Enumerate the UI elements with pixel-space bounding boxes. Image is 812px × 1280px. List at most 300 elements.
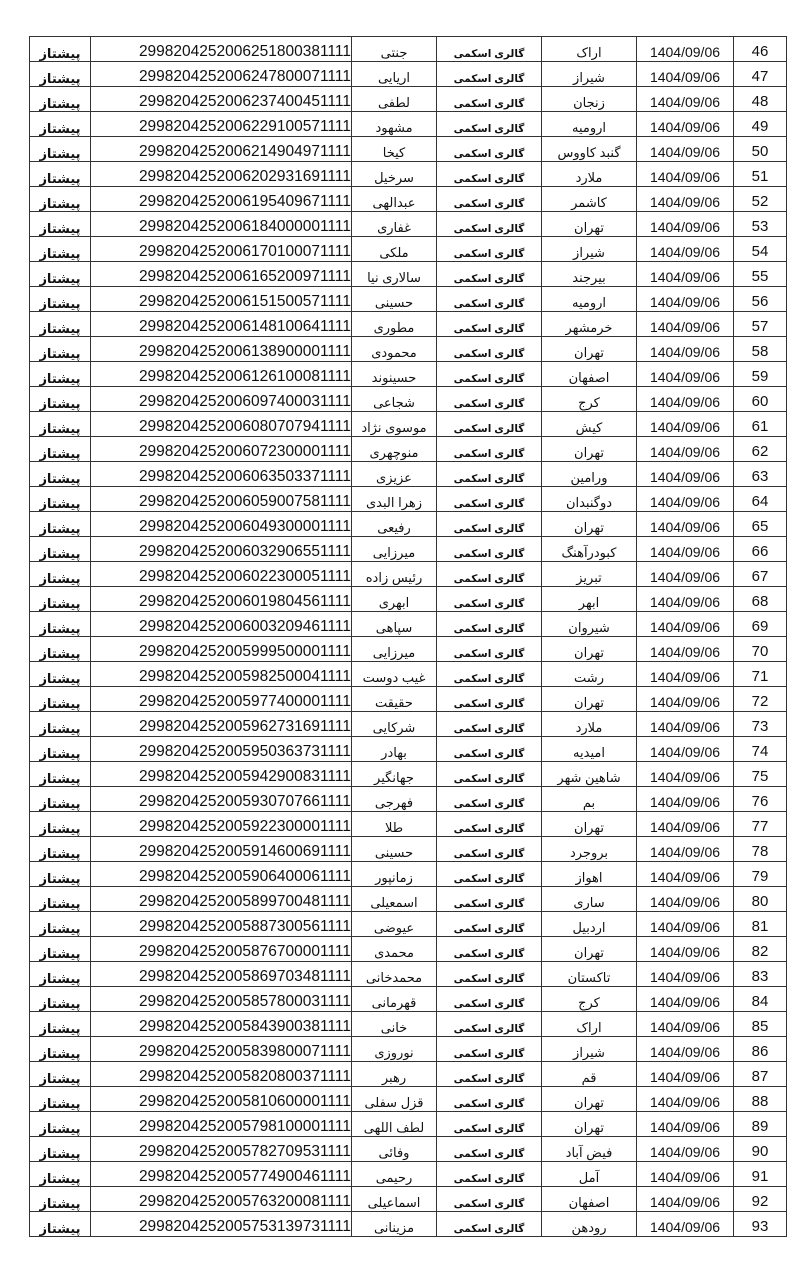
row-number-cell: 90: [734, 1137, 787, 1162]
sender-gallery-cell: گالری اسکمی: [437, 387, 542, 412]
sender-gallery-cell: گالری اسکمی: [437, 237, 542, 262]
city-cell: تهران: [542, 812, 637, 837]
tracking-code-cell: 2998204252005899700481111: [91, 887, 352, 912]
table-row: [30, 187, 787, 212]
sender-gallery-cell: گالری اسکمی: [437, 562, 542, 587]
table-row: [30, 612, 787, 637]
tracking-code-cell: 2998204252005839800071111: [91, 1037, 352, 1062]
row-number-cell: 81: [734, 912, 787, 937]
sender-gallery-cell: گالری اسکمی: [437, 187, 542, 212]
date-cell: 1404/09/06: [637, 962, 734, 987]
tracking-code-cell: 2998204252006237400451111: [91, 87, 352, 112]
tracking-code-cell: 2998204252005843900381111: [91, 1012, 352, 1037]
post-type-cell: پیشتاز: [30, 637, 91, 662]
recipient-name-cell: شرکایی: [352, 712, 437, 737]
city-cell: کبودرآهنگ: [542, 537, 637, 562]
recipient-name-cell: موسوی نژاد: [352, 412, 437, 437]
row-number-cell: 69: [734, 612, 787, 637]
city-cell: زنجان: [542, 87, 637, 112]
row-number-cell: 71: [734, 662, 787, 687]
recipient-name-cell: منوچهری: [352, 437, 437, 462]
row-number-cell: 74: [734, 737, 787, 762]
row-number-cell: 53: [734, 212, 787, 237]
city-cell: اراک: [542, 37, 637, 62]
table-row: [30, 1062, 787, 1087]
sender-gallery-cell: گالری اسکمی: [437, 162, 542, 187]
row-number-cell: 46: [734, 37, 787, 62]
row-number-cell: 76: [734, 787, 787, 812]
sender-gallery-cell: گالری اسکمی: [437, 487, 542, 512]
date-cell: 1404/09/06: [637, 512, 734, 537]
table-row: [30, 1087, 787, 1112]
tracking-code-cell: 2998204252005857800031111: [91, 987, 352, 1012]
post-type-cell: پیشتاز: [30, 62, 91, 87]
date-cell: 1404/09/06: [637, 1087, 734, 1112]
post-type-cell: پیشتاز: [30, 262, 91, 287]
recipient-name-cell: نوروزی: [352, 1037, 437, 1062]
recipient-name-cell: سرخیل: [352, 162, 437, 187]
post-type-cell: پیشتاز: [30, 962, 91, 987]
row-number-cell: 82: [734, 937, 787, 962]
post-type-cell: پیشتاز: [30, 162, 91, 187]
tracking-code-cell: 2998204252005906400061111: [91, 862, 352, 887]
tracking-code-cell: 2998204252006049300001111: [91, 512, 352, 537]
date-cell: 1404/09/06: [637, 187, 734, 212]
table-row: [30, 537, 787, 562]
sender-gallery-cell: گالری اسکمی: [437, 1062, 542, 1087]
sender-gallery-cell: گالری اسکمی: [437, 362, 542, 387]
date-cell: 1404/09/06: [637, 887, 734, 912]
table-row: [30, 737, 787, 762]
table-row: [30, 212, 787, 237]
recipient-name-cell: شجاعی: [352, 387, 437, 412]
row-number-cell: 61: [734, 412, 787, 437]
recipient-name-cell: جنتی: [352, 37, 437, 62]
shipment-table: [29, 36, 787, 1237]
tracking-code-cell: 2998204252005869703481111: [91, 962, 352, 987]
table-body: [30, 37, 787, 1237]
row-number-cell: 63: [734, 462, 787, 487]
city-cell: تبریز: [542, 562, 637, 587]
row-number-cell: 64: [734, 487, 787, 512]
post-type-cell: پیشتاز: [30, 1137, 91, 1162]
city-cell: کیش: [542, 412, 637, 437]
post-type-cell: پیشتاز: [30, 587, 91, 612]
row-number-cell: 72: [734, 687, 787, 712]
tracking-code-cell: 2998204252006151500571111: [91, 287, 352, 312]
post-type-cell: پیشتاز: [30, 937, 91, 962]
sender-gallery-cell: گالری اسکمی: [437, 462, 542, 487]
tracking-code-cell: 2998204252005950363731111: [91, 737, 352, 762]
tracking-code-cell: 2998204252006019804561111: [91, 587, 352, 612]
tracking-code-cell: 2998204252005922300001111: [91, 812, 352, 837]
city-cell: گنبد کاووس: [542, 137, 637, 162]
date-cell: 1404/09/06: [637, 287, 734, 312]
tracking-code-cell: 2998204252006251800381111: [91, 37, 352, 62]
sender-gallery-cell: گالری اسکمی: [437, 887, 542, 912]
post-type-cell: پیشتاز: [30, 1187, 91, 1212]
sender-gallery-cell: گالری اسکمی: [437, 1037, 542, 1062]
table-row: [30, 337, 787, 362]
sender-gallery-cell: گالری اسکمی: [437, 1162, 542, 1187]
row-number-cell: 85: [734, 1012, 787, 1037]
date-cell: 1404/09/06: [637, 762, 734, 787]
table-row: [30, 437, 787, 462]
table-row: [30, 112, 787, 137]
tracking-code-cell: 2998204252005820800371111: [91, 1062, 352, 1087]
sender-gallery-cell: گالری اسکمی: [437, 1087, 542, 1112]
date-cell: 1404/09/06: [637, 1112, 734, 1137]
date-cell: 1404/09/06: [637, 737, 734, 762]
sender-gallery-cell: گالری اسکمی: [437, 537, 542, 562]
row-number-cell: 65: [734, 512, 787, 537]
tracking-code-cell: 2998204252006165200971111: [91, 262, 352, 287]
city-cell: کرج: [542, 987, 637, 1012]
date-cell: 1404/09/06: [637, 537, 734, 562]
post-type-cell: پیشتاز: [30, 212, 91, 237]
recipient-name-cell: خانی: [352, 1012, 437, 1037]
post-type-cell: پیشتاز: [30, 1212, 91, 1237]
row-number-cell: 68: [734, 587, 787, 612]
recipient-name-cell: لطفی: [352, 87, 437, 112]
table-row: [30, 587, 787, 612]
table-row: [30, 1212, 787, 1237]
date-cell: 1404/09/06: [637, 712, 734, 737]
tracking-code-cell: 2998204252005930707661111: [91, 787, 352, 812]
table-row: [30, 837, 787, 862]
row-number-cell: 73: [734, 712, 787, 737]
post-type-cell: پیشتاز: [30, 812, 91, 837]
sender-gallery-cell: گالری اسکمی: [437, 787, 542, 812]
date-cell: 1404/09/06: [637, 1012, 734, 1037]
date-cell: 1404/09/06: [637, 462, 734, 487]
sender-gallery-cell: گالری اسکمی: [437, 862, 542, 887]
row-number-cell: 60: [734, 387, 787, 412]
sender-gallery-cell: گالری اسکمی: [437, 737, 542, 762]
tracking-code-cell: 2998204252005999500001111: [91, 637, 352, 662]
sender-gallery-cell: گالری اسکمی: [437, 587, 542, 612]
recipient-name-cell: غیب دوست: [352, 662, 437, 687]
recipient-name-cell: زمانپور: [352, 862, 437, 887]
row-number-cell: 67: [734, 562, 787, 587]
post-type-cell: پیشتاز: [30, 37, 91, 62]
tracking-code-cell: 2998204252006063503371111: [91, 462, 352, 487]
post-type-cell: پیشتاز: [30, 312, 91, 337]
sender-gallery-cell: گالری اسکمی: [437, 62, 542, 87]
date-cell: 1404/09/06: [637, 862, 734, 887]
city-cell: تهران: [542, 212, 637, 237]
date-cell: 1404/09/06: [637, 1137, 734, 1162]
sender-gallery-cell: گالری اسکمی: [437, 337, 542, 362]
table-row: [30, 812, 787, 837]
table-row: [30, 1112, 787, 1137]
row-number-cell: 59: [734, 362, 787, 387]
table-row: [30, 887, 787, 912]
recipient-name-cell: اسماعیلی: [352, 1187, 437, 1212]
recipient-name-cell: طلا: [352, 812, 437, 837]
date-cell: 1404/09/06: [637, 1062, 734, 1087]
tracking-code-cell: 2998204252006170100071111: [91, 237, 352, 262]
row-number-cell: 47: [734, 62, 787, 87]
row-number-cell: 50: [734, 137, 787, 162]
recipient-name-cell: رحیمی: [352, 1162, 437, 1187]
table-row: [30, 912, 787, 937]
recipient-name-cell: عیوضی: [352, 912, 437, 937]
post-type-cell: پیشتاز: [30, 1162, 91, 1187]
tracking-code-cell: 2998204252005876700001111: [91, 937, 352, 962]
date-cell: 1404/09/06: [637, 162, 734, 187]
row-number-cell: 77: [734, 812, 787, 837]
row-number-cell: 91: [734, 1162, 787, 1187]
sender-gallery-cell: گالری اسکمی: [437, 612, 542, 637]
row-number-cell: 83: [734, 962, 787, 987]
city-cell: تاکستان: [542, 962, 637, 987]
sender-gallery-cell: گالری اسکمی: [437, 37, 542, 62]
city-cell: کاشمر: [542, 187, 637, 212]
date-cell: 1404/09/06: [637, 437, 734, 462]
post-type-cell: پیشتاز: [30, 512, 91, 537]
sender-gallery-cell: گالری اسکمی: [437, 962, 542, 987]
recipient-name-cell: بهادر: [352, 737, 437, 762]
city-cell: فیض آباد: [542, 1137, 637, 1162]
city-cell: ملارد: [542, 162, 637, 187]
row-number-cell: 88: [734, 1087, 787, 1112]
table-row: [30, 512, 787, 537]
sender-gallery-cell: گالری اسکمی: [437, 812, 542, 837]
city-cell: تهران: [542, 1112, 637, 1137]
post-type-cell: پیشتاز: [30, 387, 91, 412]
table-row: [30, 137, 787, 162]
tracking-code-cell: 2998204252005763200081111: [91, 1187, 352, 1212]
table-row: [30, 462, 787, 487]
date-cell: 1404/09/06: [637, 837, 734, 862]
table-row: [30, 1187, 787, 1212]
city-cell: کرج: [542, 387, 637, 412]
tracking-code-cell: 2998204252005810600001111: [91, 1087, 352, 1112]
sender-gallery-cell: گالری اسکمی: [437, 712, 542, 737]
date-cell: 1404/09/06: [637, 487, 734, 512]
row-number-cell: 80: [734, 887, 787, 912]
tracking-code-cell: 2998204252006072300001111: [91, 437, 352, 462]
sender-gallery-cell: گالری اسکمی: [437, 662, 542, 687]
post-type-cell: پیشتاز: [30, 437, 91, 462]
recipient-name-cell: میرزایی: [352, 537, 437, 562]
row-number-cell: 79: [734, 862, 787, 887]
post-type-cell: پیشتاز: [30, 662, 91, 687]
table-row: [30, 312, 787, 337]
date-cell: 1404/09/06: [637, 62, 734, 87]
row-number-cell: 48: [734, 87, 787, 112]
sender-gallery-cell: گالری اسکمی: [437, 837, 542, 862]
city-cell: تهران: [542, 637, 637, 662]
sender-gallery-cell: گالری اسکمی: [437, 912, 542, 937]
post-type-cell: پیشتاز: [30, 412, 91, 437]
city-cell: تهران: [542, 1087, 637, 1112]
row-number-cell: 75: [734, 762, 787, 787]
city-cell: قم: [542, 1062, 637, 1087]
sender-gallery-cell: گالری اسکمی: [437, 312, 542, 337]
row-number-cell: 57: [734, 312, 787, 337]
post-type-cell: پیشتاز: [30, 562, 91, 587]
recipient-name-cell: حسینوند: [352, 362, 437, 387]
date-cell: 1404/09/06: [637, 37, 734, 62]
date-cell: 1404/09/06: [637, 812, 734, 837]
table-row: [30, 62, 787, 87]
row-number-cell: 62: [734, 437, 787, 462]
sender-gallery-cell: گالری اسکمی: [437, 1187, 542, 1212]
tracking-code-cell: 2998204252005753139731111: [91, 1212, 352, 1237]
post-type-cell: پیشتاز: [30, 787, 91, 812]
recipient-name-cell: حسینی: [352, 837, 437, 862]
date-cell: 1404/09/06: [637, 362, 734, 387]
tracking-code-cell: 2998204252006229100571111: [91, 112, 352, 137]
tracking-code-cell: 2998204252005962731691111: [91, 712, 352, 737]
sender-gallery-cell: گالری اسکمی: [437, 262, 542, 287]
recipient-name-cell: زهرا البدی: [352, 487, 437, 512]
sender-gallery-cell: گالری اسکمی: [437, 112, 542, 137]
sender-gallery-cell: گالری اسکمی: [437, 287, 542, 312]
row-number-cell: 89: [734, 1112, 787, 1137]
row-number-cell: 56: [734, 287, 787, 312]
tracking-code-cell: 2998204252006195409671111: [91, 187, 352, 212]
table-row: [30, 387, 787, 412]
date-cell: 1404/09/06: [637, 662, 734, 687]
sender-gallery-cell: گالری اسکمی: [437, 987, 542, 1012]
tracking-code-cell: 2998204252006138900001111: [91, 337, 352, 362]
table-row: [30, 1162, 787, 1187]
recipient-name-cell: محمودی: [352, 337, 437, 362]
date-cell: 1404/09/06: [637, 637, 734, 662]
recipient-name-cell: عبدالهی: [352, 187, 437, 212]
recipient-name-cell: رفیعی: [352, 512, 437, 537]
post-type-cell: پیشتاز: [30, 987, 91, 1012]
tracking-code-cell: 2998204252005942900831111: [91, 762, 352, 787]
city-cell: ابهر: [542, 587, 637, 612]
table-row: [30, 262, 787, 287]
city-cell: ساری: [542, 887, 637, 912]
post-type-cell: پیشتاز: [30, 87, 91, 112]
date-cell: 1404/09/06: [637, 312, 734, 337]
post-type-cell: پیشتاز: [30, 837, 91, 862]
city-cell: بیرجند: [542, 262, 637, 287]
row-number-cell: 52: [734, 187, 787, 212]
sender-gallery-cell: گالری اسکمی: [437, 687, 542, 712]
recipient-name-cell: مزینانی: [352, 1212, 437, 1237]
tracking-code-cell: 2998204252006032906551111: [91, 537, 352, 562]
city-cell: آمل: [542, 1162, 637, 1187]
sender-gallery-cell: گالری اسکمی: [437, 637, 542, 662]
recipient-name-cell: لطف اللهی: [352, 1112, 437, 1137]
sender-gallery-cell: گالری اسکمی: [437, 1012, 542, 1037]
table-row: [30, 987, 787, 1012]
post-type-cell: پیشتاز: [30, 762, 91, 787]
city-cell: شیراز: [542, 237, 637, 262]
sender-gallery-cell: گالری اسکمی: [437, 87, 542, 112]
tracking-code-cell: 2998204252006097400031111: [91, 387, 352, 412]
post-type-cell: پیشتاز: [30, 687, 91, 712]
date-cell: 1404/09/06: [637, 1187, 734, 1212]
row-number-cell: 87: [734, 1062, 787, 1087]
date-cell: 1404/09/06: [637, 137, 734, 162]
recipient-name-cell: کیخا: [352, 137, 437, 162]
recipient-name-cell: مطوری: [352, 312, 437, 337]
recipient-name-cell: غفاری: [352, 212, 437, 237]
date-cell: 1404/09/06: [637, 562, 734, 587]
city-cell: ورامین: [542, 462, 637, 487]
table-row: [30, 1137, 787, 1162]
table-row: [30, 962, 787, 987]
recipient-name-cell: سالاری نیا: [352, 262, 437, 287]
post-type-cell: پیشتاز: [30, 862, 91, 887]
post-type-cell: پیشتاز: [30, 1087, 91, 1112]
date-cell: 1404/09/06: [637, 412, 734, 437]
sender-gallery-cell: گالری اسکمی: [437, 137, 542, 162]
row-number-cell: 49: [734, 112, 787, 137]
recipient-name-cell: محمدی: [352, 937, 437, 962]
table-row: [30, 487, 787, 512]
tracking-code-cell: 2998204252005914600691111: [91, 837, 352, 862]
date-cell: 1404/09/06: [637, 262, 734, 287]
recipient-name-cell: وفائی: [352, 1137, 437, 1162]
table-row: [30, 362, 787, 387]
row-number-cell: 70: [734, 637, 787, 662]
row-number-cell: 92: [734, 1187, 787, 1212]
tracking-code-cell: 2998204252005977400001111: [91, 687, 352, 712]
city-cell: تهران: [542, 437, 637, 462]
tracking-code-cell: 2998204252005782709531111: [91, 1137, 352, 1162]
recipient-name-cell: عزیزی: [352, 462, 437, 487]
table-row: [30, 1012, 787, 1037]
sender-gallery-cell: گالری اسکمی: [437, 212, 542, 237]
post-type-cell: پیشتاز: [30, 887, 91, 912]
recipient-name-cell: حسینی: [352, 287, 437, 312]
row-number-cell: 51: [734, 162, 787, 187]
date-cell: 1404/09/06: [637, 237, 734, 262]
table-row: [30, 412, 787, 437]
city-cell: بم: [542, 787, 637, 812]
city-cell: اهواز: [542, 862, 637, 887]
recipient-name-cell: فهرجی: [352, 787, 437, 812]
post-type-cell: پیشتاز: [30, 337, 91, 362]
row-number-cell: 86: [734, 1037, 787, 1062]
city-cell: رودهن: [542, 1212, 637, 1237]
city-cell: بروجرد: [542, 837, 637, 862]
table-row: [30, 712, 787, 737]
tracking-code-cell: 2998204252006003209461111: [91, 612, 352, 637]
tracking-code-cell: 2998204252005887300561111: [91, 912, 352, 937]
table-row: [30, 1037, 787, 1062]
city-cell: اردبیل: [542, 912, 637, 937]
recipient-name-cell: میرزایی: [352, 637, 437, 662]
row-number-cell: 55: [734, 262, 787, 287]
date-cell: 1404/09/06: [637, 337, 734, 362]
tracking-code-cell: 2998204252006184000001111: [91, 212, 352, 237]
table-row: [30, 787, 787, 812]
city-cell: ارومیه: [542, 287, 637, 312]
tracking-code-cell: 2998204252006247800071111: [91, 62, 352, 87]
date-cell: 1404/09/06: [637, 1162, 734, 1187]
recipient-name-cell: مشهود: [352, 112, 437, 137]
table-row: [30, 862, 787, 887]
tracking-code-cell: 2998204252005774900461111: [91, 1162, 352, 1187]
post-type-cell: پیشتاز: [30, 1062, 91, 1087]
post-type-cell: پیشتاز: [30, 487, 91, 512]
date-cell: 1404/09/06: [637, 1212, 734, 1237]
post-type-cell: پیشتاز: [30, 712, 91, 737]
recipient-name-cell: رهبر: [352, 1062, 437, 1087]
date-cell: 1404/09/06: [637, 687, 734, 712]
sender-gallery-cell: گالری اسکمی: [437, 512, 542, 537]
